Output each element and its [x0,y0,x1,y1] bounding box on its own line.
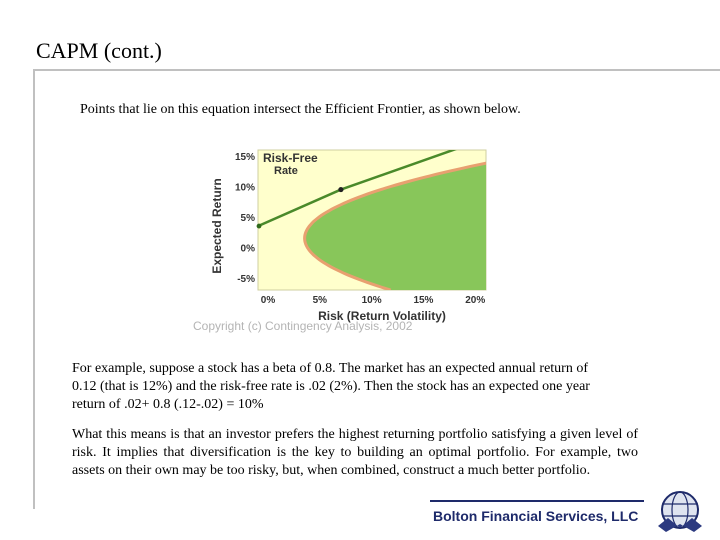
risk-free-label: Risk-Free [263,151,318,165]
risk-free-point [257,224,262,229]
x-tick-label: 10% [361,295,382,306]
x-tick-label: 5% [312,295,328,306]
footer-rule [430,500,644,502]
risk-free-label-line2: Rate [274,165,298,177]
y-tick-label: 10% [234,182,255,194]
y-tick-label: 5% [240,212,255,224]
x-tick-label: 0% [260,295,276,306]
title-underline [33,69,720,71]
capm-chart [190,146,490,336]
intro-text: Points that lie on this equation intersect the Efficient Frontier, as shown below. [80,102,521,117]
y-tick-label: 15% [234,152,255,164]
y-tick-label: 0% [240,243,255,255]
chart-copyright: Copyright (c) Contingency Analysis, 2002 [193,319,413,333]
x-tick-label: 20% [465,295,486,306]
x-tick-label: 15% [413,295,434,306]
x-axis-label: Risk (Return Volatility) [318,309,446,323]
capm-chart-svg [190,146,490,336]
example-paragraph: For example, suppose a stock has a beta of 0.8. The market has an expected annual return of 0.12 (that is 12%) and the risk-free rate is .02 (2%). Then the stock has an expected one year return of .02+ 0.8 (.12-.02) = 10% [72,361,590,412]
footer-company-name: Bolton Financial Services, LLC [433,508,639,524]
y-axis-label: Expected Return [210,178,224,274]
globe-logo-icon [650,488,710,534]
left-border-line [33,69,35,509]
tangent-point [338,187,343,192]
diversification-paragraph: What this means is that an investor prefers the highest returning portfolio satisfying a given level of risk. It implies that diversification is the key to building an optimal portfolio. For example, two assets on their own may be too risky, but, when combined, construct a much better portfolio. [72,427,638,478]
slide-title: CAPM (cont.) [36,38,162,63]
y-tick-label: -5% [237,273,255,285]
